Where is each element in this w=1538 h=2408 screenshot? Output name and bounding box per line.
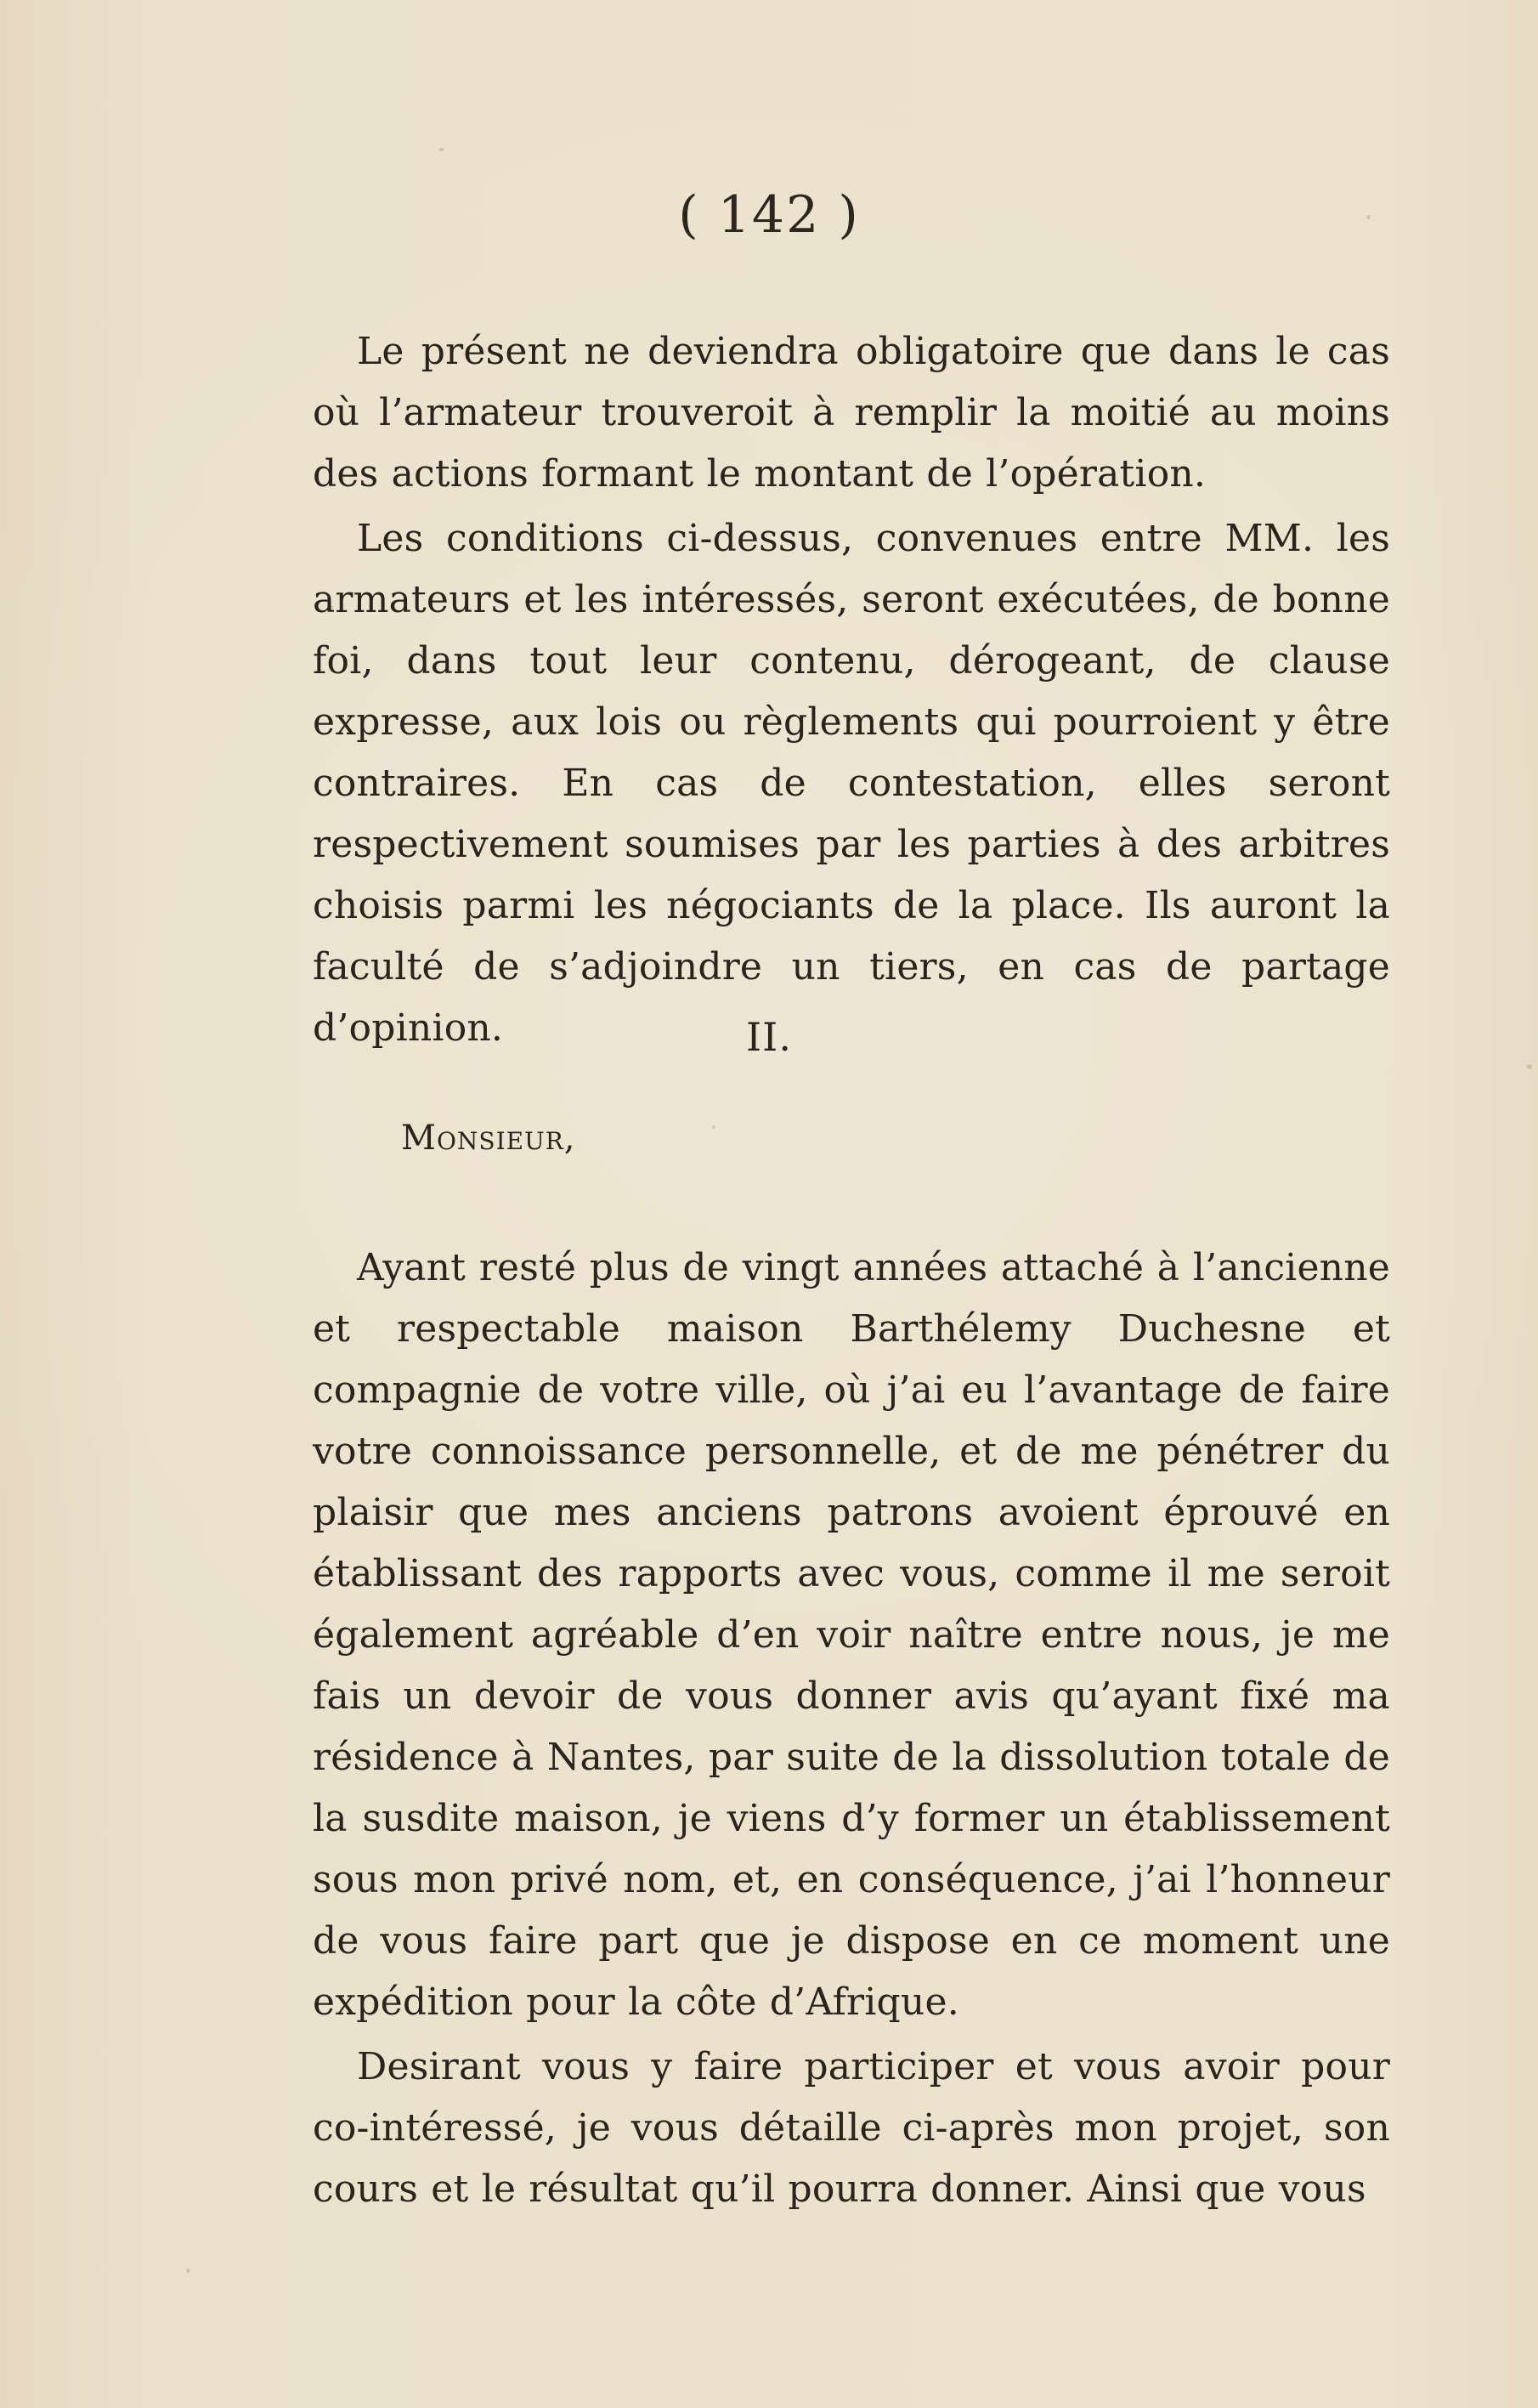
body-paragraph: Les conditions ci-dessus, convenues entre MM. les armateurs et les intéressés, seront exécutées, de bonne foi, dans tout leur contenu, dérogeant, de clause expresse, aux lois ou règlements qui pourroient y être contraires. En cas de contestation, elles seront respectivement soumises par les parties à des arbitres choisis parmi les négociants de la place. Ils auront la faculté de s’adjoindre un tiers, en cas de partage d’opinion.	[313, 517, 1390, 1050]
paper-speck	[712, 1125, 715, 1129]
paper-speck	[1527, 1064, 1532, 1069]
letter-paragraph: Ayant resté plus de vingt années attaché à l’ancienne et respectable maison Barthélemy Duchesne et compagnie de votre ville, où j’ai eu l’avantage de faire votre connoissance personnelle, et de me pénétrer du plaisir que mes anciens patrons avoient éprouvé en établissant des rapports avec vous, comme il me seroit également agréable d’en voir naître entre nous, je me fais un devoir de vous donner avis qu’ayant fixé ma résidence à Nantes, par suite de la dissolution totale de la susdite maison, je viens d’y former un établissement sous mon privé nom, et, en conséquence, j’ai l’honneur de vous faire part que je dispose en ce moment une expédition pour la côte d’Afrique.	[313, 1246, 1390, 2024]
paper-speck	[186, 2269, 190, 2273]
section-number: II.	[746, 1014, 792, 1060]
body-paragraph: Le présent ne deviendra obligatoire que dans le cas où l’armateur trouveroit à remplir la moitié au moins des actions formant le montant de l’opération.	[313, 330, 1390, 496]
page-number: ( 142 )	[678, 185, 860, 245]
salutation: Monsieur,	[401, 1119, 576, 1158]
paper-speck	[438, 148, 444, 151]
letter-paragraph: Desirant vous y faire participer et vous avoir pour co-intéressé, je vous détaille ci-après mon projet, son cours et le résultat qu’il pourra donner. Ainsi que vous	[313, 2045, 1390, 2211]
